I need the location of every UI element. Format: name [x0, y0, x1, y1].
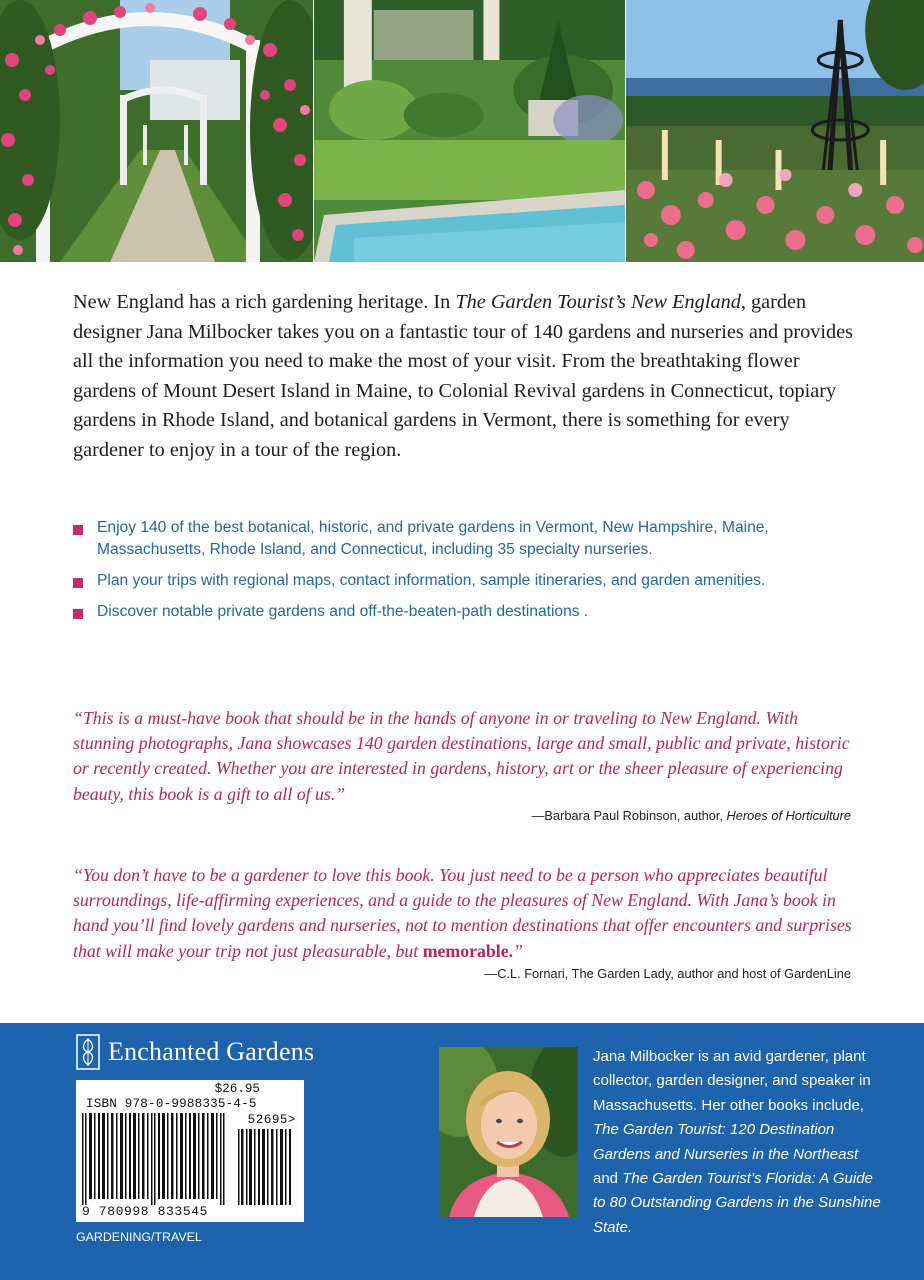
- review-attribution-2: —C.L. Fornari, The Garden Lady, author and host of GardenLine: [484, 966, 851, 981]
- feature-list: [73, 517, 863, 632]
- price-addon-code: 52695>: [247, 1113, 296, 1127]
- quote-text: “You don’t have to be a gardener to love this book. You just need to be a person who appreciates beautiful surroundings, life-affirming experiences, and a guide to the pleasures of New England. With Jana’s book in hand you’ll find lovely gardens and nurseries, not to mention destinations that offer encounters and surprises that will make your trip not just pleasurable, but: [73, 865, 852, 961]
- list-item: [73, 517, 863, 561]
- feature-text: Discover notable private gardens and off-the-beaten-path destinations .: [97, 603, 589, 620]
- photo-rose-arbor: [0, 0, 313, 262]
- author-bio: [593, 1045, 883, 1240]
- price: $26.95: [214, 1082, 260, 1096]
- bio-text: Jana Milbocker is an avid gardener, plant collector, garden designer, and speaker in Massachusetts. Her other books include,: [593, 1048, 871, 1114]
- isbn-number: ISBN 978-0-9988335-4-5: [86, 1097, 257, 1111]
- bio-book-title-1: The Garden Tourist: 120 Destination Gardens and Nurseries in the Northeast: [593, 1121, 859, 1163]
- quote-closing: ”: [513, 940, 523, 961]
- feature-text: Plan your trips with regional maps, contact information, sample itineraries, and garden amenities.: [97, 572, 766, 589]
- quote-emphasis: memorable.: [422, 940, 514, 961]
- review-quote-2: [73, 863, 863, 964]
- bio-text-cont: and: [593, 1170, 623, 1188]
- attribution-work: Heroes of Horticulture: [726, 808, 851, 823]
- review-quote-1: “This is a must-have book that should be in the hands of anyone in or traveling to New England. With stunning photographs, Jana showcases 140 garden destinations, large and small, public and private, historic or recently created. Whether you are interested in gardens, history, art or the sheer pleasure of experiencing beauty, this book is a gift to all of us.”: [73, 708, 850, 804]
- list-item: [73, 601, 863, 623]
- bullet-square-icon: [73, 609, 83, 619]
- barcode-ean-bars: [80, 1113, 230, 1205]
- publisher-name: Enchanted Gardens: [108, 1037, 315, 1066]
- book-title: The Garden Tourist’s New England: [455, 291, 741, 313]
- description-text-cont: , garden designer Jana Milbocker takes you on a fantastic tour of 140 gardens and nurseries and provides all the information you need to make the most of your visit. From the breathtaking flower gardens of Mount Desert Island in Maine, to Colonial Revival gardens in Connecticut, topiary gardens in Rhode Island, and botanical gardens in Vermont, there is something for every gardener to enjoy in a tour of the region.: [73, 291, 854, 461]
- photo-harbor-garden: [625, 0, 924, 262]
- bullet-square-icon: [73, 525, 83, 535]
- book-category: GARDENING/TRAVEL: [76, 1230, 202, 1244]
- attribution-name: —Barbara Paul Robinson, author,: [531, 808, 727, 823]
- feature-text: Enjoy 140 of the best botanical, historic, and private gardens in Vermont, New Hampshire, Maine, Massachusetts, Rhode Island, and Connecticut, including 35 specialty nurseries.: [97, 519, 769, 558]
- bio-book-title-2: The Garden Tourist’s Florida: A Guide to 80 Outstanding Gardens in the Sunshine State.: [593, 1170, 881, 1236]
- photo-strip: [0, 0, 924, 262]
- publisher-emblem-icon: [76, 1034, 100, 1070]
- barcode-label: [76, 1080, 304, 1222]
- book-description: [73, 288, 863, 465]
- barcode-addon-bars: [236, 1129, 296, 1205]
- photo-formal-garden-pool: [313, 0, 625, 262]
- author-portrait: [439, 1047, 578, 1217]
- ean-digits: 9 780998 833545: [82, 1204, 209, 1219]
- publisher-logo: [76, 1034, 314, 1070]
- bullet-square-icon: [73, 578, 83, 588]
- review-attribution-1: [532, 808, 851, 823]
- description-text: New England has a rich gardening heritage. In: [73, 291, 456, 313]
- list-item: [73, 570, 863, 592]
